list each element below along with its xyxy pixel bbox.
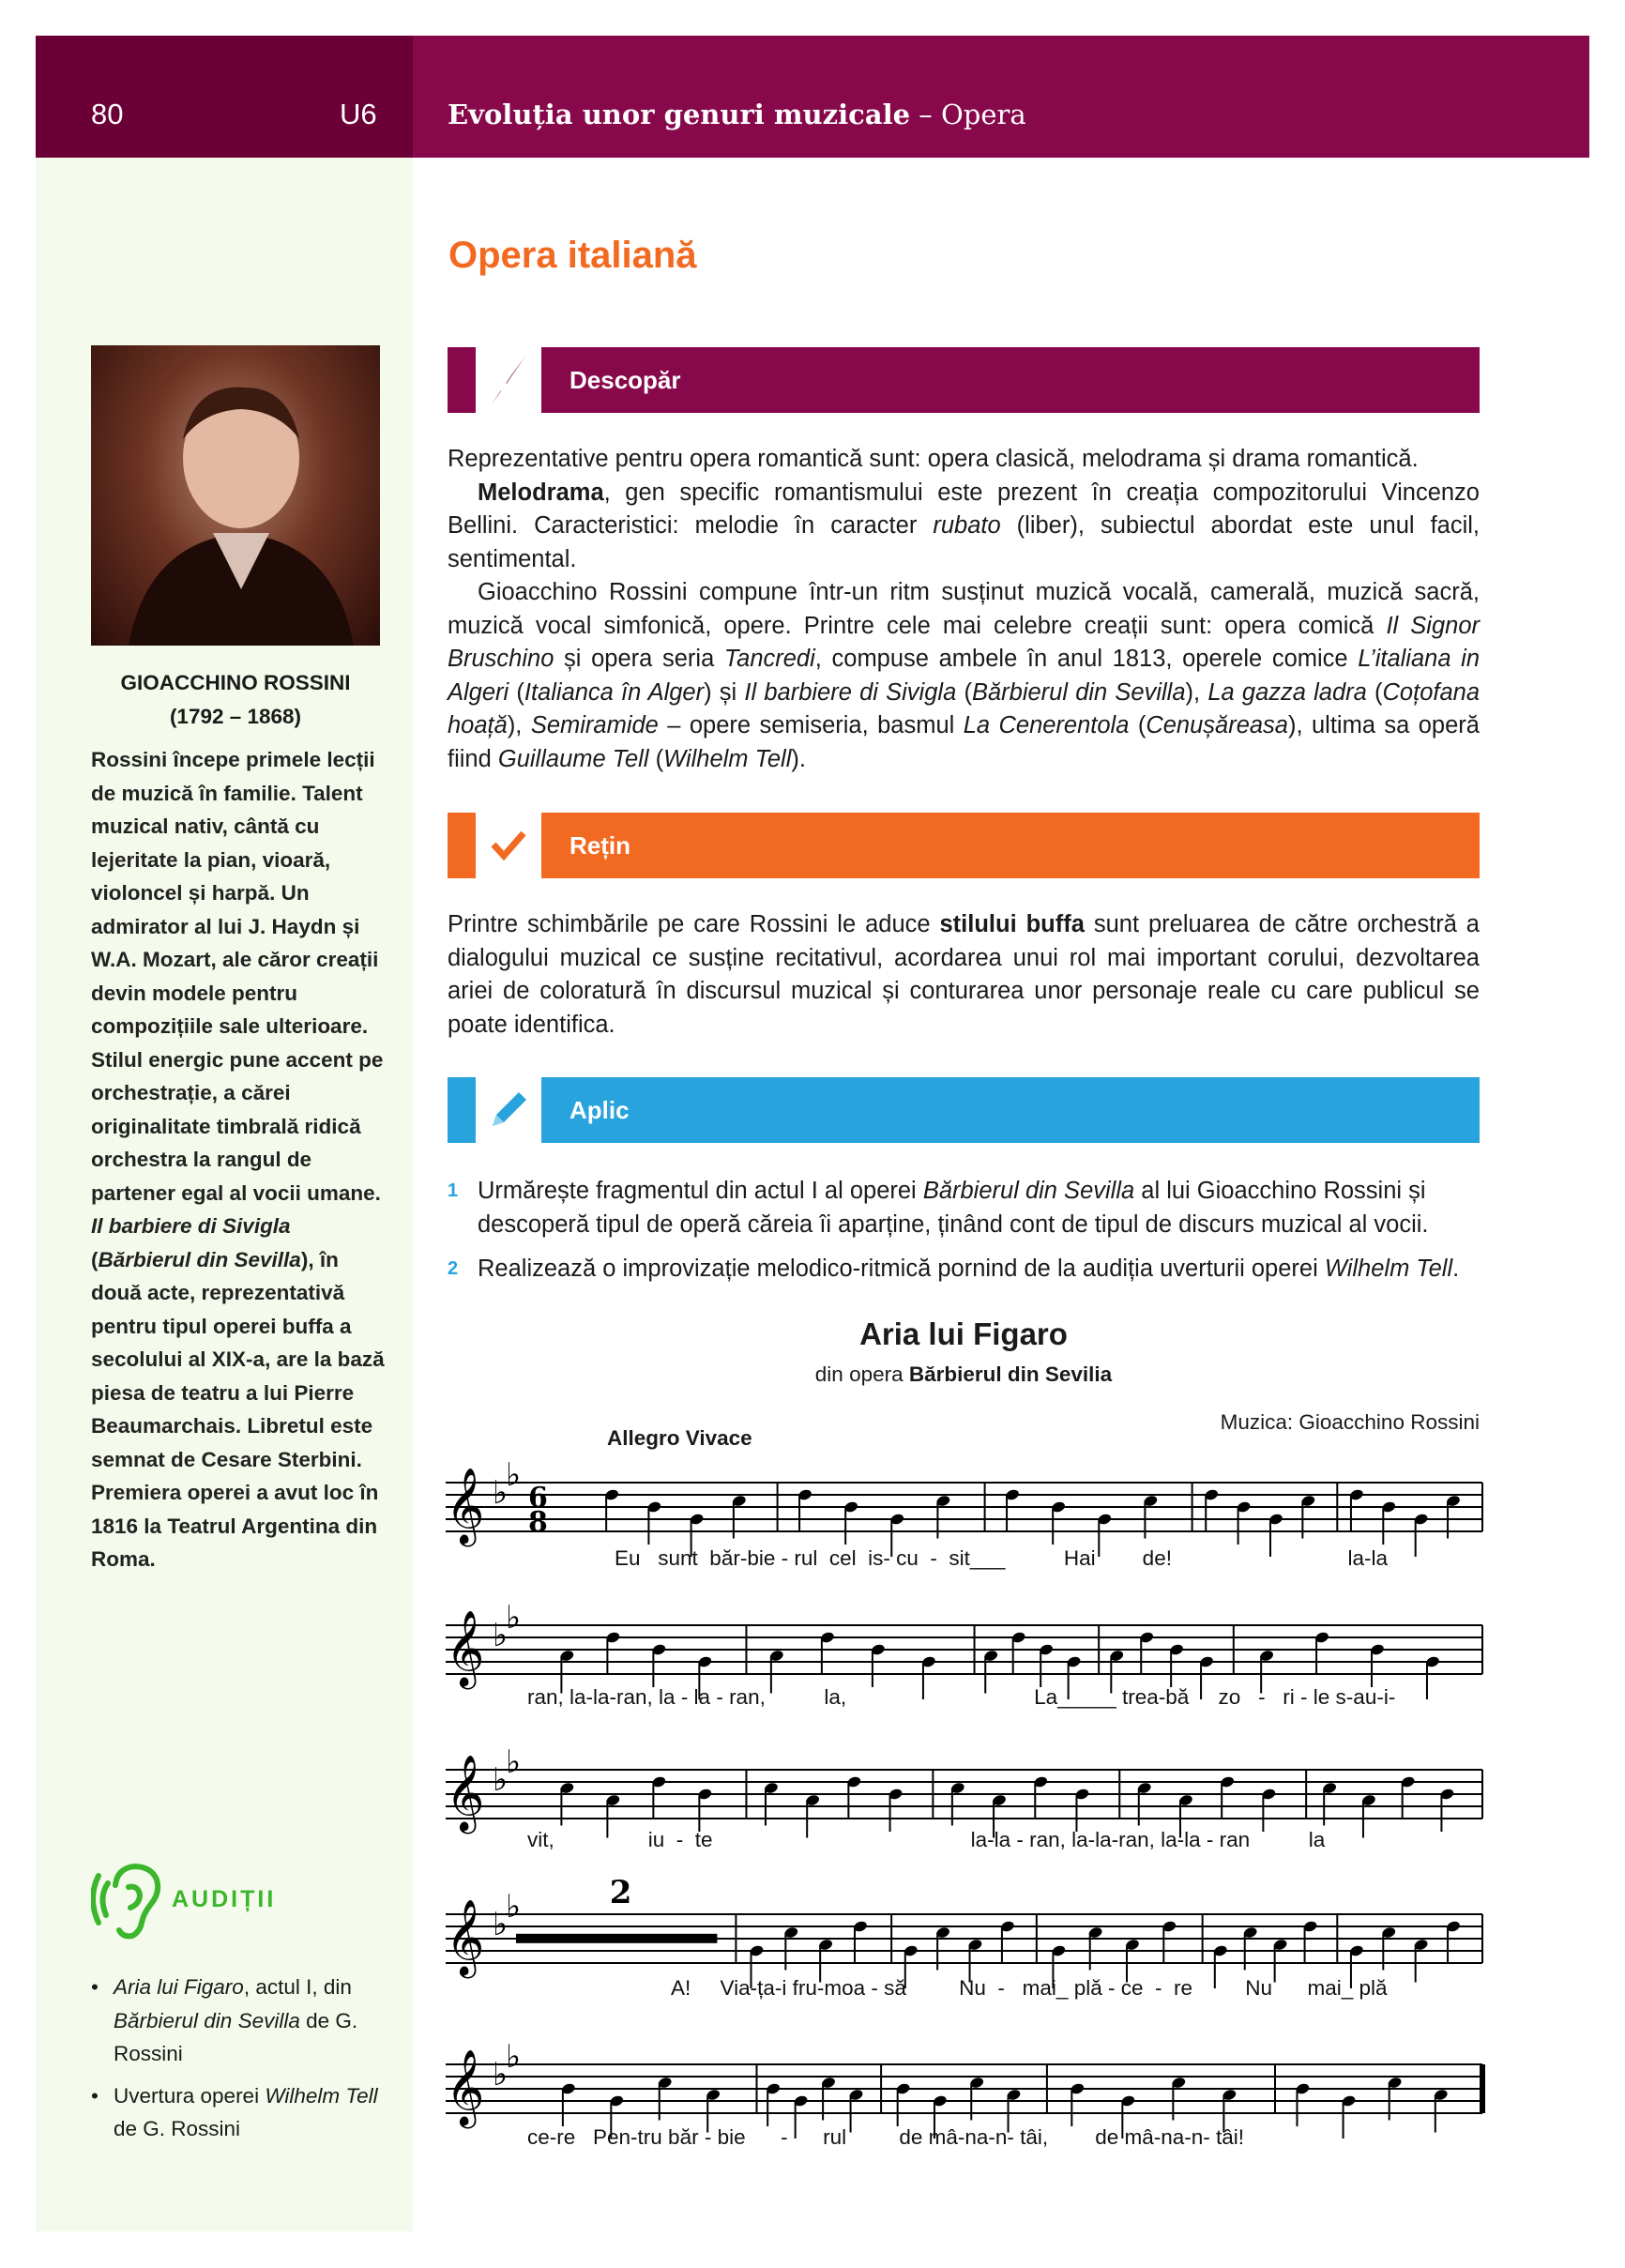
multi-measure-rest [516,1934,717,1943]
retin-label: Rețin [570,831,630,860]
text-segment: de G. Rossini [114,2117,241,2140]
text-segment: Uvertura operei [114,2083,266,2108]
compass-icon [476,347,541,413]
exercise-number: 2 [448,1258,459,1279]
text-segment: ), în două acte, reprezentativă pentru tipul operei buffa a secolului al XIX-a, are la bază piesa de teatru a lui Pierre Beaumarchais. Libretul este semnat de Cesare Sterbini. Premiera operei a avut loc în 1816 la Teatrul Argentina din Roma. [91,1247,385,1571]
tempo-marking: Allegro Vivace [607,1426,752,1450]
staff-1 [446,1457,1482,1557]
flat-icon: ♭ [506,1600,522,1636]
text-segment: Reprezentative pentru opera romantică sunt: opera clasică, melodrama și drama romantică. [448,446,1419,472]
exercise-text [478,1175,1480,1241]
chapter-title-main: Evoluția unor genuri muzicale [448,99,911,130]
text-segment: stilului buffa [939,911,1085,937]
exercise-number: 1 [448,1180,459,1201]
flat-icon: ♭ [506,1457,522,1493]
auditii-icon [91,1863,164,1944]
text-segment: Cenușăreasa [1146,712,1288,738]
text-segment: ( [648,745,664,772]
text-segment: Aria lui Figaro [114,1975,244,1999]
text-segment: Printre schimbările pe care Rossini le aduce [448,911,940,937]
text-segment: Realizează o improvizație melodico-ritmică pornind de la audiția uverturii operei [478,1256,1325,1282]
header-title-block [413,36,1589,158]
text-segment: . [1452,1256,1460,1282]
text-segment: și opera seria [554,646,724,672]
text-segment: Rossini începe primele lecții de muzică în familie. Talent muzical nativ, cântă cu lejeritate la pian, vioară, violoncel și harpă. Un admirator al lui J. Haydn și W.A. Mozart, ale căror creații devin modele pentru compozițiile sale ulterioare. Stilul energic pune accent pe orchestrație, a cărei originalitate timbrală ridică orchestra la rangul de partener egal al vocii umane. [91,748,384,1205]
text-segment: Urmărește fragmentul din actul I al operei [478,1178,923,1204]
flat-icon: ♭ [493,1618,509,1653]
text-segment: – opere semiseria, basmul [658,712,964,738]
text-segment: ( [956,678,972,706]
text-segment: , compuse ambele în anul 1813, operele comice [814,646,1359,672]
text-segment: La Cenerentola [963,712,1130,738]
chapter-title [448,98,1026,131]
text-segment: , actul I, din [243,1975,352,1999]
staff-4 [446,1874,1482,1988]
exercise-text [478,1253,1480,1286]
text-segment: Il barbiere di Sivigla [91,1214,291,1238]
text-segment: ), ultima sa operă fiind [448,712,1480,772]
score-title: Aria lui Figaro [859,1317,1068,1351]
bullet-icon: • [91,1975,99,1999]
retin-text [448,908,1480,1042]
paragraph [448,477,1480,577]
lyrics-line: A! Via-ța-i fru-moa - să Nu - mai_ plă - ce - re Nu mai_ plă [671,1976,1388,2000]
auditii-item [91,2079,391,2146]
text-segment: Tancredi [723,646,815,672]
text-segment: Guillaume Tell [497,745,649,772]
staff-3 [446,1744,1482,1838]
flat-icon: ♭ [506,2039,522,2075]
text-segment: L’italiana in Algeri [448,646,1481,706]
text-segment: Semiramide [530,712,659,738]
time-signature-bottom: 8 [528,1506,548,1539]
unit-label: U6 [340,98,377,130]
treble-clef-icon: 𝄞 [446,1609,485,1686]
descopar-label: Descopăr [570,366,681,394]
multirest-count: 2 [609,1874,632,1911]
text-segment: Italianca în Alger [524,678,705,706]
auditii-item [91,1971,391,2071]
flat-icon: ♭ [493,2057,509,2093]
descopar-banner [448,347,1480,413]
lyrics-line: ce-re Pen-tru băr - bie - rul de mâ-na-n- tâi, de mâ-na-n- tâi! [527,2125,1245,2149]
text-segment: ( [1366,678,1383,706]
portrait-figure [91,345,380,646]
text-segment: Coțofana hoață [448,678,1481,738]
page-number: 80 [91,98,124,130]
score-subtitle [448,1362,1480,1387]
text-segment: ( [509,678,524,706]
text-segment: Bărbierul din Sevilla [971,678,1186,706]
score-opera-name: Bărbierul din Sevilia [908,1362,1113,1386]
score-subtitle-prefix: din opera [814,1362,909,1386]
auditii-list [91,1971,391,2154]
text-segment: ( [91,1247,99,1271]
flat-icon: ♭ [506,1744,522,1780]
exercise-item [448,1253,1480,1286]
flat-icon: ♭ [506,1889,522,1925]
text-segment: Melodrama [478,479,604,506]
text-segment: Bărbierul din Sevilla [922,1178,1135,1204]
checkmark-icon [476,813,541,878]
chapter-title-sub: Opera [940,99,1026,130]
treble-clef-icon: 𝄞 [446,1754,485,1831]
composer-bio [91,743,391,1576]
composer-credit: Muzica: Gioacchino Rossini [1220,1410,1480,1434]
header-left-block [36,36,413,158]
text-segment: Il barbiere di Sivigla [744,678,957,706]
chapter-title-sep: – [910,99,941,130]
treble-clef-icon: 𝄞 [446,1467,485,1544]
portrait-caption [91,666,380,734]
text-segment: ). [791,745,806,772]
text-segment: ), [507,712,531,738]
text-segment: de G. Rossini [114,2008,358,2065]
text-segment: Wilhelm Tell [1324,1256,1453,1282]
retin-banner [448,813,1480,878]
pencil-icon [476,1077,541,1143]
text-segment: Bărbierul din Sevilla [98,1247,301,1271]
flat-icon: ♭ [493,1762,509,1798]
descopar-text [448,443,1480,776]
staff-5 [446,2039,1482,2139]
text-segment: sunt preluarea de către orchestră a dialogului muzical ce susține recitativul, acordarea unui rol mai important corului, dezvoltarea ariei de coloratură în discursul muzical și conturarea unor personaje reale cu care publicul se poate identifica. [448,911,1480,1038]
text-segment: ( [1129,712,1147,738]
text-segment: Wilhelm Tell [663,745,792,772]
composer-name: GIOACCHINO ROSSINI [120,671,351,694]
time-signature-top: 6 [528,1482,548,1515]
treble-clef-icon: 𝄞 [446,2048,485,2125]
portrait-image [91,345,380,646]
lyrics-line: ran, la-la-ran, la - la - ran, la, La_____ trea-bă zo - ri - le s-au-i- [527,1685,1396,1709]
text-segment: Wilhelm Tell [265,2083,378,2108]
text-segment: ) și [704,678,745,706]
text-segment: (liber), subiectul abordat este unul facil, sentimental. [448,512,1480,572]
text-segment: ), [1185,678,1208,706]
auditii-heading: AUDIȚII [172,1886,277,1912]
text-segment: Gioacchino Rossini compune într-un ritm susținut muzică vocală, camerală, muzică sacră, muzică vocal simfonică, opere. Printre cele mai celebre creații sunt: opera comică [448,579,1480,639]
text-segment: Bărbierul din Sevilla [114,2008,300,2032]
bio-paragraph [91,1210,391,1576]
bio-paragraph [91,743,391,1210]
text-segment: rubato [933,512,1001,539]
paragraph [448,908,1480,1042]
aplic-label: Aplic [570,1096,630,1124]
text-segment: , gen specific romantismului este prezent în creația compozitorului Vincenzo Bellini. Caracteristici: melodie în caracter [448,479,1480,539]
aplic-banner [448,1077,1480,1143]
composer-years: (1792 – 1868) [169,705,302,728]
bullet-icon: • [91,2083,99,2108]
lyrics-line: vit, iu - te la-la - ran, la-la-ran, la-la - ran la [527,1828,1326,1851]
text-segment: Il Signor Bruschino [448,612,1481,672]
text-segment: al lui Gioacchino Rossini și descoperă tipul de operă căreia îi aparține, ținând cont de tipul de discurs muzical al vocii. [478,1178,1429,1238]
flat-icon: ♭ [493,1907,509,1942]
flat-icon: ♭ [493,1475,509,1511]
lyrics-line: Eu sunt băr-bie - rul cel is- cu - sit___ Hai de! la-la [615,1546,1389,1570]
treble-clef-icon: 𝄞 [446,1898,485,1975]
section-title: Opera italiană [448,235,697,276]
exercise-item [448,1175,1480,1241]
text-segment: La gazza ladra [1207,678,1367,706]
paragraph [448,576,1480,776]
paragraph [448,443,1480,477]
